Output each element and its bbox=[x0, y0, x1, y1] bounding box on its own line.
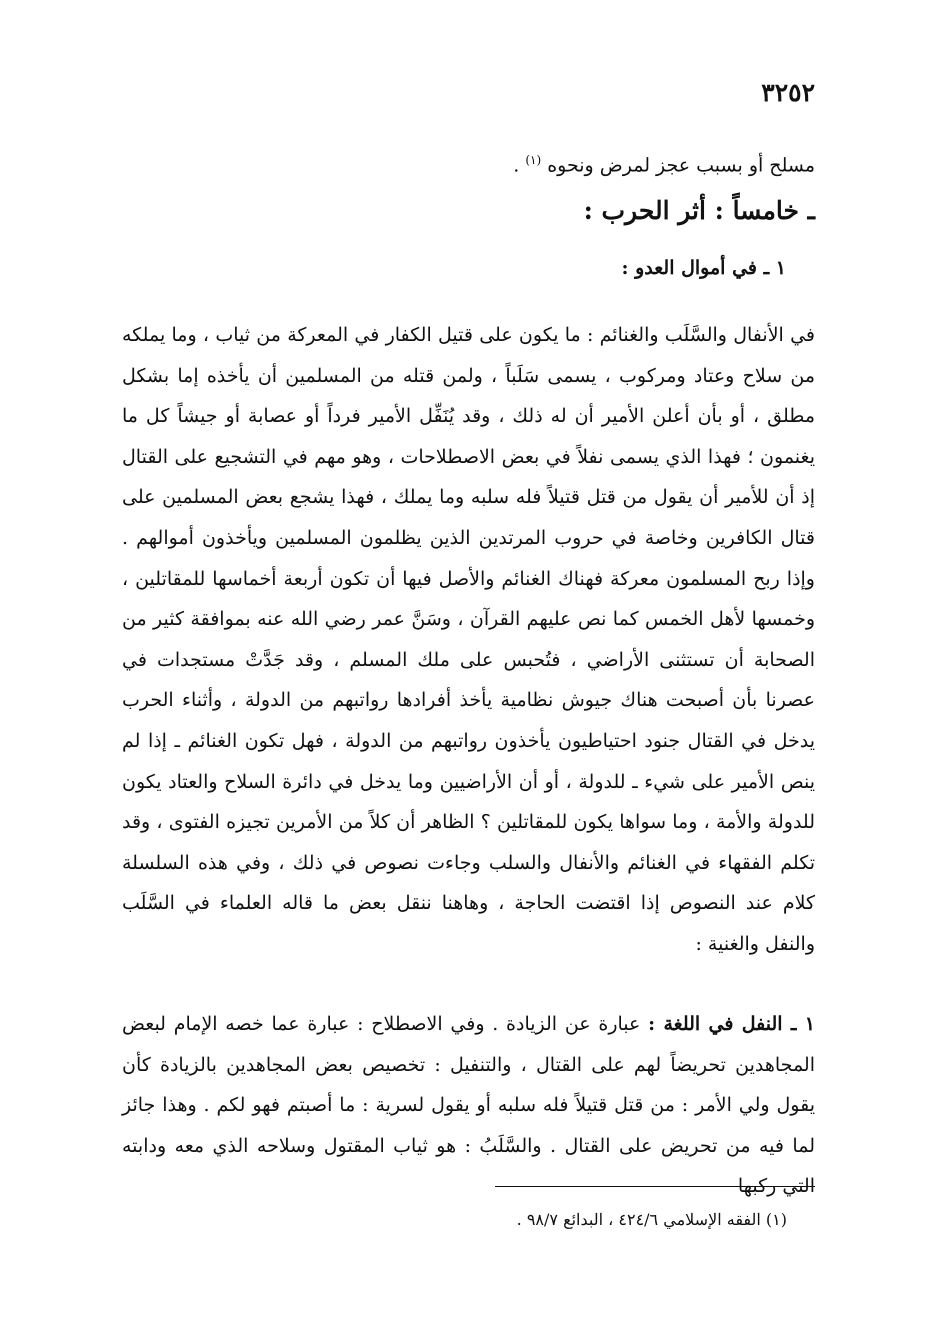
definition-paragraph bbox=[122, 1004, 815, 1207]
main-paragraph: في الأنفال والسَّلَب والغنائم : ما يكون على قتيل الكفار في المعركة من ثياب ، وما يملكه من سلاح وعتاد ومركوب ، يسمى سَلَباً ، ولمن قتله من المسلمين أن يأخذه إما بشكل مطلق ، أو بأن أعلن الأمير أن له ذلك ، وقد يُنَفِّل الأمير فرداً أو عصابة أو جيشاً كل ما يغنمون ؛ فهذا الذي يسمى نفلاً في بعض الاصطلاحات ، وهو مهم في التشجيع على القتال إذ أن للأمير أن يقول من قتل قتيلاً فله سلبه وما يملك ، فهذا يشجع بعض المسلمين على قتال الكافرين وخاصة في حروب المرتدين الذين يظلمون المسلمين ويأخذون أموالهم . وإذا ربح المسلمون معركة فهناك الغنائم والأصل فيها أن تكون أربعة أخماسها للمقاتلين ، وخمسها لأهل الخمس كما نص عليهم القرآن ، وسَنَّ عمر رضي الله عنه بموافقة كثير من الصحابة أن تستثنى الأراضي ، فتُحبس على ملك المسلم ، وقد جَدَّتْ مستجدات في عصرنا بأن أصبحت هناك جيوش نظامية يأخذ أفرادها رواتبهم من الدولة ، وأثناء الحرب يدخل في القتال جنود احتياطيون يأخذون رواتبهم من الدولة ، فهل تكون الغنائم ـ إذا لم ينص الأمير على شيء ـ للدولة ، أو أن الأراضيين وما يدخل في دائرة السلاح والعتاد يكون للدولة والأمة ، وما سواها يكون للمقاتلين ؟ الظاهر أن كلاً من الأمرين تجيزه الفتوى ، وقد تكلم الفقهاء في الغنائم والأنفال والسلب وجاءت نصوص في ذلك ، وفي هذه السلسلة كلام عند النصوص إذا اقتضت الحاجة ، وهاهنا ننقل بعض ما قاله العلماء في السَّلَب والنفل والغنية : bbox=[122, 324, 816, 955]
intro-end: . bbox=[513, 154, 520, 177]
subheading: ١ ـ في أموال العدو : bbox=[621, 257, 786, 279]
footnote-reference: (١) bbox=[525, 153, 542, 167]
intro-text: مسلح أو بسبب عجز لمرض ونحوه bbox=[547, 154, 815, 177]
footnote-divider bbox=[495, 1186, 815, 1187]
definition-lead: ١ ـ النفل في اللغة : bbox=[648, 1013, 815, 1035]
intro-line bbox=[122, 140, 815, 186]
page-number: ٣٢٥٢ bbox=[761, 78, 815, 107]
footnote: (١) الفقه الإسلامي ٤٢٤/٦ ، البدائع ٩٨/٧ . bbox=[516, 1210, 787, 1229]
definition-text: عبارة عن الزيادة . وفي الاصطلاح : عبارة عما خصه الإمام لبعض المجاهدين تحريضاً لهم على القتال ، والتنفيل : تخصيص بعض المجاهدين بالزيادة كأن يقول ولي الأمر : من قتل قتيلاً فله سلبه أو يقول لسرية : ما أصبتم فهو لكم . وهذا جائز لما فيه من تحريض على القتال . والسَّلَبُ : هو ثياب المقتول وسلاحه الذي معه ودابته التي ركبها bbox=[122, 1013, 815, 1198]
section-heading: ـ خامساً : أثر الحرب : bbox=[583, 196, 815, 225]
